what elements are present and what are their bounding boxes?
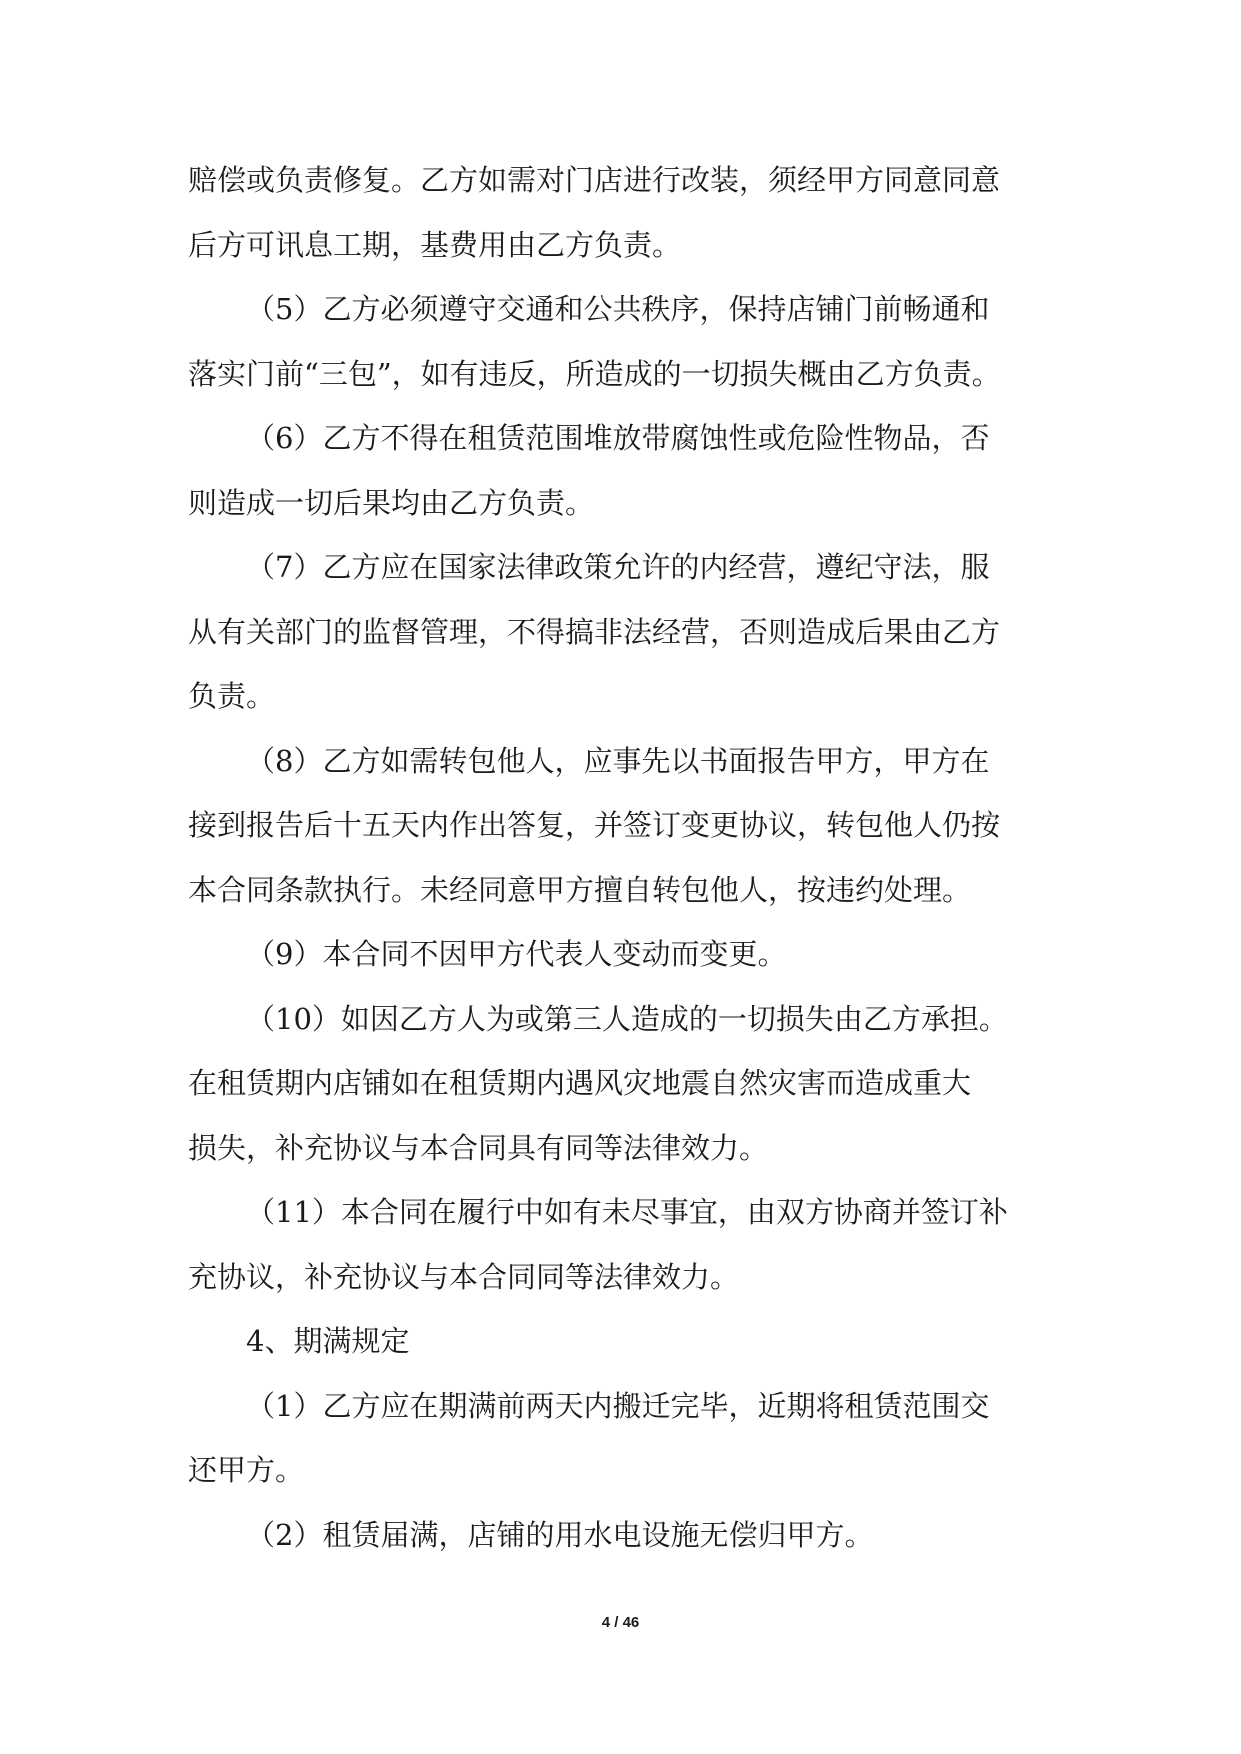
text-line: 损失，补充协议与本合同具有同等法律效力。 — [188, 1130, 769, 1165]
text-line: （11）本合同在履行中如有未尽事宜，由双方协商并签订补 — [246, 1195, 1008, 1229]
text-line: 充协议，补充协议与本合同同等法律效力。 — [188, 1259, 740, 1294]
text-line: （5）乙方必须遵守交通和公共秩序，保持店铺门前畅通和 — [246, 292, 990, 326]
text-line: 赔偿或负责修复。乙方如需对门店进行改装，须经甲方同意同意 — [188, 163, 1001, 197]
text-line: 接到报告后十五天内作出答复，并签订变更协议，转包他人仍按 — [188, 808, 1001, 842]
text-line: 负责。 — [188, 679, 276, 713]
text-line: （10）如因乙方人为或第三人造成的一切损失由乙方承担。 — [246, 1001, 1008, 1036]
text-line: 本合同条款执行。未经同意甲方擅自转包他人，按违约处理。 — [188, 872, 972, 907]
text-line: 4、期满规定 — [246, 1324, 410, 1358]
text-line: （2）租赁届满，店铺的用水电设施无偿归甲方。 — [246, 1517, 874, 1552]
text-line: 落实门前“三包”，如有违反，所造成的一切损失概由乙方负责。 — [188, 356, 1001, 391]
text-line: （7）乙方应在国家法律政策允许的内经营，遵纪守法，服 — [246, 550, 990, 584]
document-body — [188, 148, 1060, 1567]
text-line: 从有关部门的监督管理，不得搞非法经营，否则造成后果由乙方 — [188, 614, 1001, 649]
text-line: 则造成一切后果均由乙方负责。 — [188, 485, 595, 520]
text-line: 还甲方。 — [188, 1453, 305, 1487]
text-line: （1）乙方应在期满前两天内搬迁完毕，近期将租赁范围交 — [246, 1388, 990, 1423]
text-line: （6）乙方不得在租赁范围堆放带腐蚀性或危险性物品，否 — [246, 421, 990, 455]
text-line: 后方可讯息工期，基费用由乙方负责。 — [188, 227, 682, 262]
text-line: （8）乙方如需转包他人，应事先以书面报告甲方，甲方在 — [246, 743, 990, 778]
text-line: 在租赁期内店铺如在租赁期内遇风灾地震自然灾害而造成重大 — [188, 1066, 972, 1100]
page-number: 4 / 46 — [601, 1614, 640, 1631]
text-line: （9）本合同不因甲方代表人变动而变更。 — [246, 937, 787, 971]
